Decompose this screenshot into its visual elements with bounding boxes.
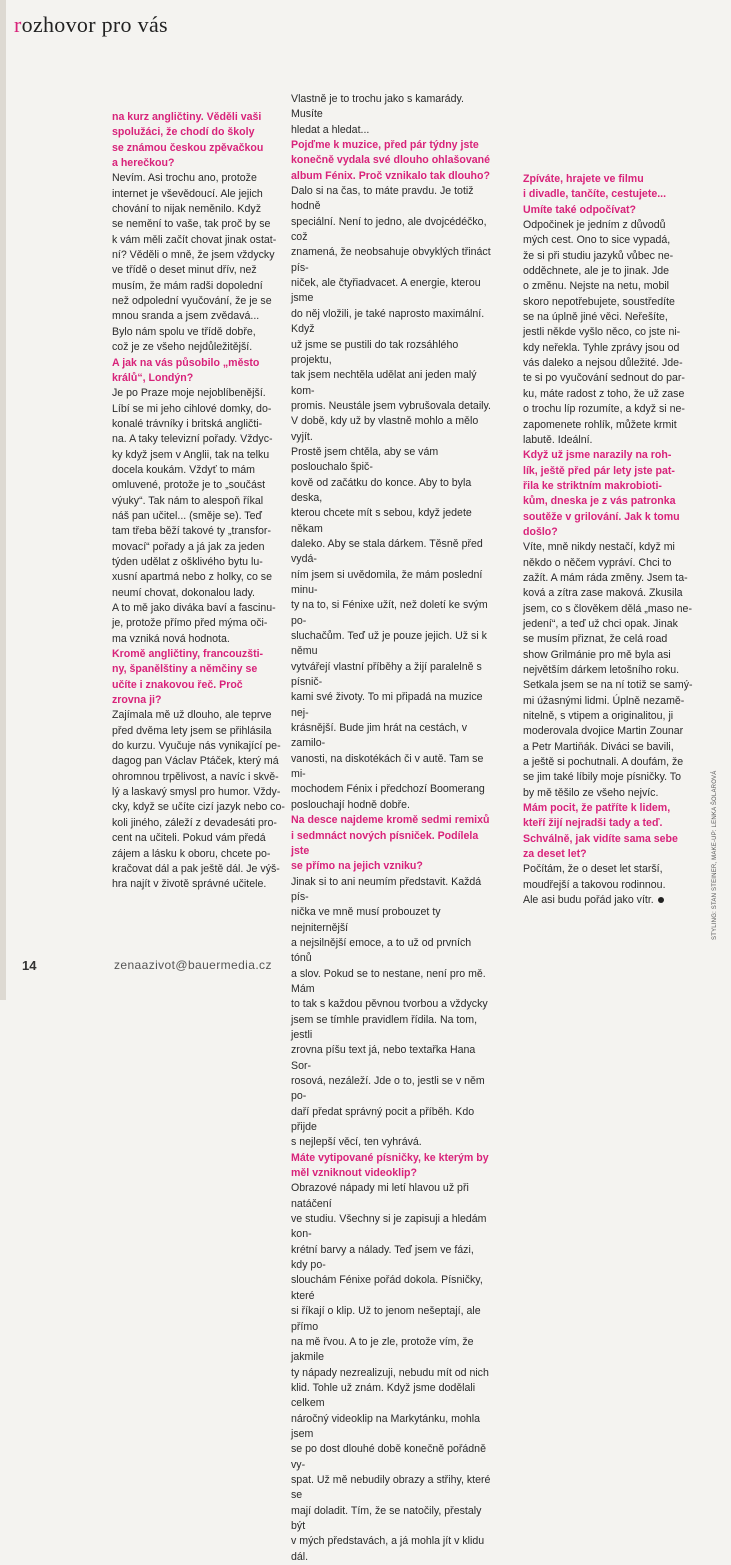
question: Kromě angličtiny, francouzšti- ny, španělštiny a němčiny se učíte i znakovou řeč. Proč zrovna ji? [112, 648, 264, 707]
page-edge [0, 0, 6, 1000]
photo-credits: STYLING: STAN STEINER, MAKE-UP: LENKA ŠOLAROVÁ [712, 770, 718, 940]
answer: Zajímala mě už dlouho, ale teprve před dvěma lety jsem se přihlásila do kurzu. Vyučuje nás vynikající pe- dagog pan Václav Ptáček, který má ohromnou trpělivost, a navíc i skvě- lý a laskavý smysl pro humor. Vždy- cky, když se učíte cizí jazyk nebo co- koli jiného, záleží z devadesáti pro- cent na učiteli. Pokud vám předá zájem a lásku k oboru, chcete po- kračovat dál a pak ještě dál. Je výš- hra najít v životě správné učitele. [112, 709, 285, 891]
end-mark-icon [658, 897, 664, 903]
page-number: 14 [22, 958, 37, 973]
question: Máte vytipované písničky, ke kterým by měl vzniknout videoklip? [291, 1151, 489, 1180]
question: Když už jsme narazily na roh- lík, ještě před pár lety jste pat- řila ke striktním makrobioti- kům, dneska je z vás patronka soutěže v grilování. Jak k tomu došlo? [523, 449, 680, 538]
question: A jak na vás působilo „město králů“, Londýn? [112, 356, 260, 384]
column-2 [291, 92, 491, 1565]
rubric-text: ozhovor pro vás [21, 12, 168, 37]
question: Pojďme k muzice, před pár týdny jste konečně vydala své dlouho ohlašované album Fénix. Proč vznikalo tak dlouho? [291, 139, 490, 182]
answer: Obrazové nápady mi letí hlavou už při natáčení ve studiu. Všechny si je zapisuji a hledám kon- krétní barvy a nálady. Teď jsem ve fázi, kdy po- slouchám Fénixe pořád dokola. Písničky, které si říkají o klip. Už to jenom nešeptají, ale přímo na mě řvou. A to je zle, protože vím, že jakmile ty nápady nezrealizuji, nebudu mít od nich klid. Tohle už znám. Když jsme dodělali celkem náročný videoklip na Markytánku, mohla jsem se po dost dlouhé době konečně pořádně vy- spat. Už mě nebudily obrazy a střihy, které se mají doladit. Tím, že se natočily, přestaly být v mých představách, a já mohla jít v klidu dál. [291, 1182, 491, 1563]
answer: Je po Praze moje nejoblíbenější. Líbí se mi jeho cihlové domky, do- konalé trávníky i britská angličti- na. A taky televizní pořady. Vždyc- ky když jsem v Anglii, tak na telku docela koukám. Vždyť to mám omluvené, protože je to „součást výuky“. Tak nám to alespoň říkal náš pan učitel... (směje se). Teď tam třeba běží takové ty „transfor- movací“ pořady a já jak za jeden týden udělat z ošklivého bytu lu- xusní apartmá nebo z holky, co se neumí chovat, dokonalou lady. A to mě jako diváka baví a fascinu- je, protože přímo před mýma oči- ma vzniká nová hodnota. [112, 387, 276, 645]
question: na kurz angličtiny. Věděli vaši spolužáci, že chodí do školy se známou českou zpěvačkou a herečkou? [112, 111, 264, 170]
question: Zpíváte, hrajete ve filmu i divadle, tančíte, cestujete... Umíte také odpočívat? [523, 173, 667, 216]
answer-text: Počítám, že o deset let starší, moudřejší a takovou rodinnou. Ale asi budu pořád jako vítr. [523, 863, 666, 907]
column-1 [112, 110, 290, 893]
question: Mám pocit, že patříte k lidem, kteří žijí nejradši tady a teď. Schválně, jak vidíte sama sebe za deset let? [523, 802, 678, 861]
column-3 [523, 172, 728, 909]
contact-email: zenaazivot@bauermedia.cz [114, 958, 272, 972]
answer: Nevím. Asi trochu ano, protože internet je vševědoucí. Ale jejich chování to nijak neměnilo. Když se nemění to vaše, tak proč by se k vám měli začít chovat jinak ostat- ní? Věděli o mně, že jsem vždycky ve třídě o deset minut dřív, než musím, že mám radši dopolední než odpolední vyučování, že je se mnou sranda a jsem zvědavá... Bylo nám spolu ve třídě dobře, což je ze všeho nejdůležitější. [112, 172, 277, 354]
answer: Víte, mně nikdy nestačí, když mi někdo o něčem vypráví. Chci to zažít. A mám ráda změny. Jsem ta- ková a zítra zase maková. Zkusila jsem, co s člověkem dělá „maso ne- jedení“, a teď už chci opak. Jinak se musím přiznat, že celá road show Grilmánie pro mě byla asi největším dárkem letošního roku. Setkala jsem se na ní totiž se samý- mi úžasnými lidmi. Úplně nezamě- nitelně, s vtipem a originalitou, ji moderovala dvojice Martin Zounar a Petr Martiňák. Diváci se bavili, a ještě si pochutnali. A doufám, že se jim také líbily moje písničky. To by mě těšilo ze všeho nejvíc. [523, 541, 693, 799]
answer [523, 862, 728, 908]
answer: Jinak si to ani neumím představit. Každá pís- nička ve mně musí probouzet ty nejniternější a nejsilnější emoce, a to už od prvních tónů a slov. Pokud se to nestane, není pro mě. Mám to tak s každou pěvnou tvorbou a vždycky jsem se tímhle pravidlem řídila. Na tom, jestli zrovna píšu text já, nebo textařka Hana Sor- rosová, nezáleží. Jde o to, jestli se v něm po- daří předat správný pocit a příběh. Kdo přijde s nejlepší věcí, ten vyhrává. [291, 875, 488, 1149]
answer: Odpočinek je jedním z důvodů mých cest. Ono to sice vypadá, že si při studiu jazyků vůbec ne- odděchnete, ale je to jinak. Jde o změnu. Nejste na netu, mobil skoro nepotřebujete, soustředíte se na úplně jiné věci. Neřešíte, jestli někde vyšlo něco, co jste ni- kdy neřekla. Tyhle zprávy jsou od vás daleko a nejsou důležité. Jde- te si po vyučování sednout do par- ku, máte radost z toho, že už zase o trochu líp rozumíte, a když si ne- zapomenete rohlík, můžete krmit labutě. Ideální. [523, 219, 685, 446]
page-footer [22, 958, 272, 973]
rubric-initial: r [14, 12, 22, 37]
answer-continued: Vlastně je to trochu jako s kamarády. Musíte hledat a hledat... [291, 93, 464, 136]
answer: Dalo si na čas, to máte pravdu. Je totiž hodně speciální. Není to jedno, ale dvojcédéčko, což znamená, že neobsahuje obvyklých třináct pís- niček, ale čtyřiadvacet. A energie, kterou jsme do něj vložili, je také naprosto maximální. Když už jsme se pustili do tak rozsáhlého projektu, tak jsem nechtěla udělat ani jeden malý kom- promis. Neustále jsem vybrušovala detaily. V době, kdy už by vlastně mohlo a mělo vyjít. Prostě jsem chtěla, aby se vám poslouchalo špič- kově od začátku do konce. Aby to byla deska, kterou chcete mít s sebou, když jedete někam daleko. Aby se stala dárkem. Těsně před vydá- ním jsem si uvědomila, že mám poslední minu- ty na to, si Fénixe užít, než doletí ke svým po- sluchačům. Teď už je pouze jejich. Už si k němu vytvářejí vlastní příběhy a žijí paralelně s písnič- kami své životy. To mi připadá na muzice nej- krásnější. Bude jim hrát na cestách, v zamilo- vanosti, na diskotékách či v autě. Tam se mi- mochodem Fénix i předchozí Boomerang poslouchají hodně dobře. [291, 185, 491, 811]
question: Na desce najdeme kromě sedmi remixů i sedmnáct nových písniček. Podílela jste se přímo na jejich vzniku? [291, 814, 490, 873]
section-rubric [14, 12, 168, 38]
